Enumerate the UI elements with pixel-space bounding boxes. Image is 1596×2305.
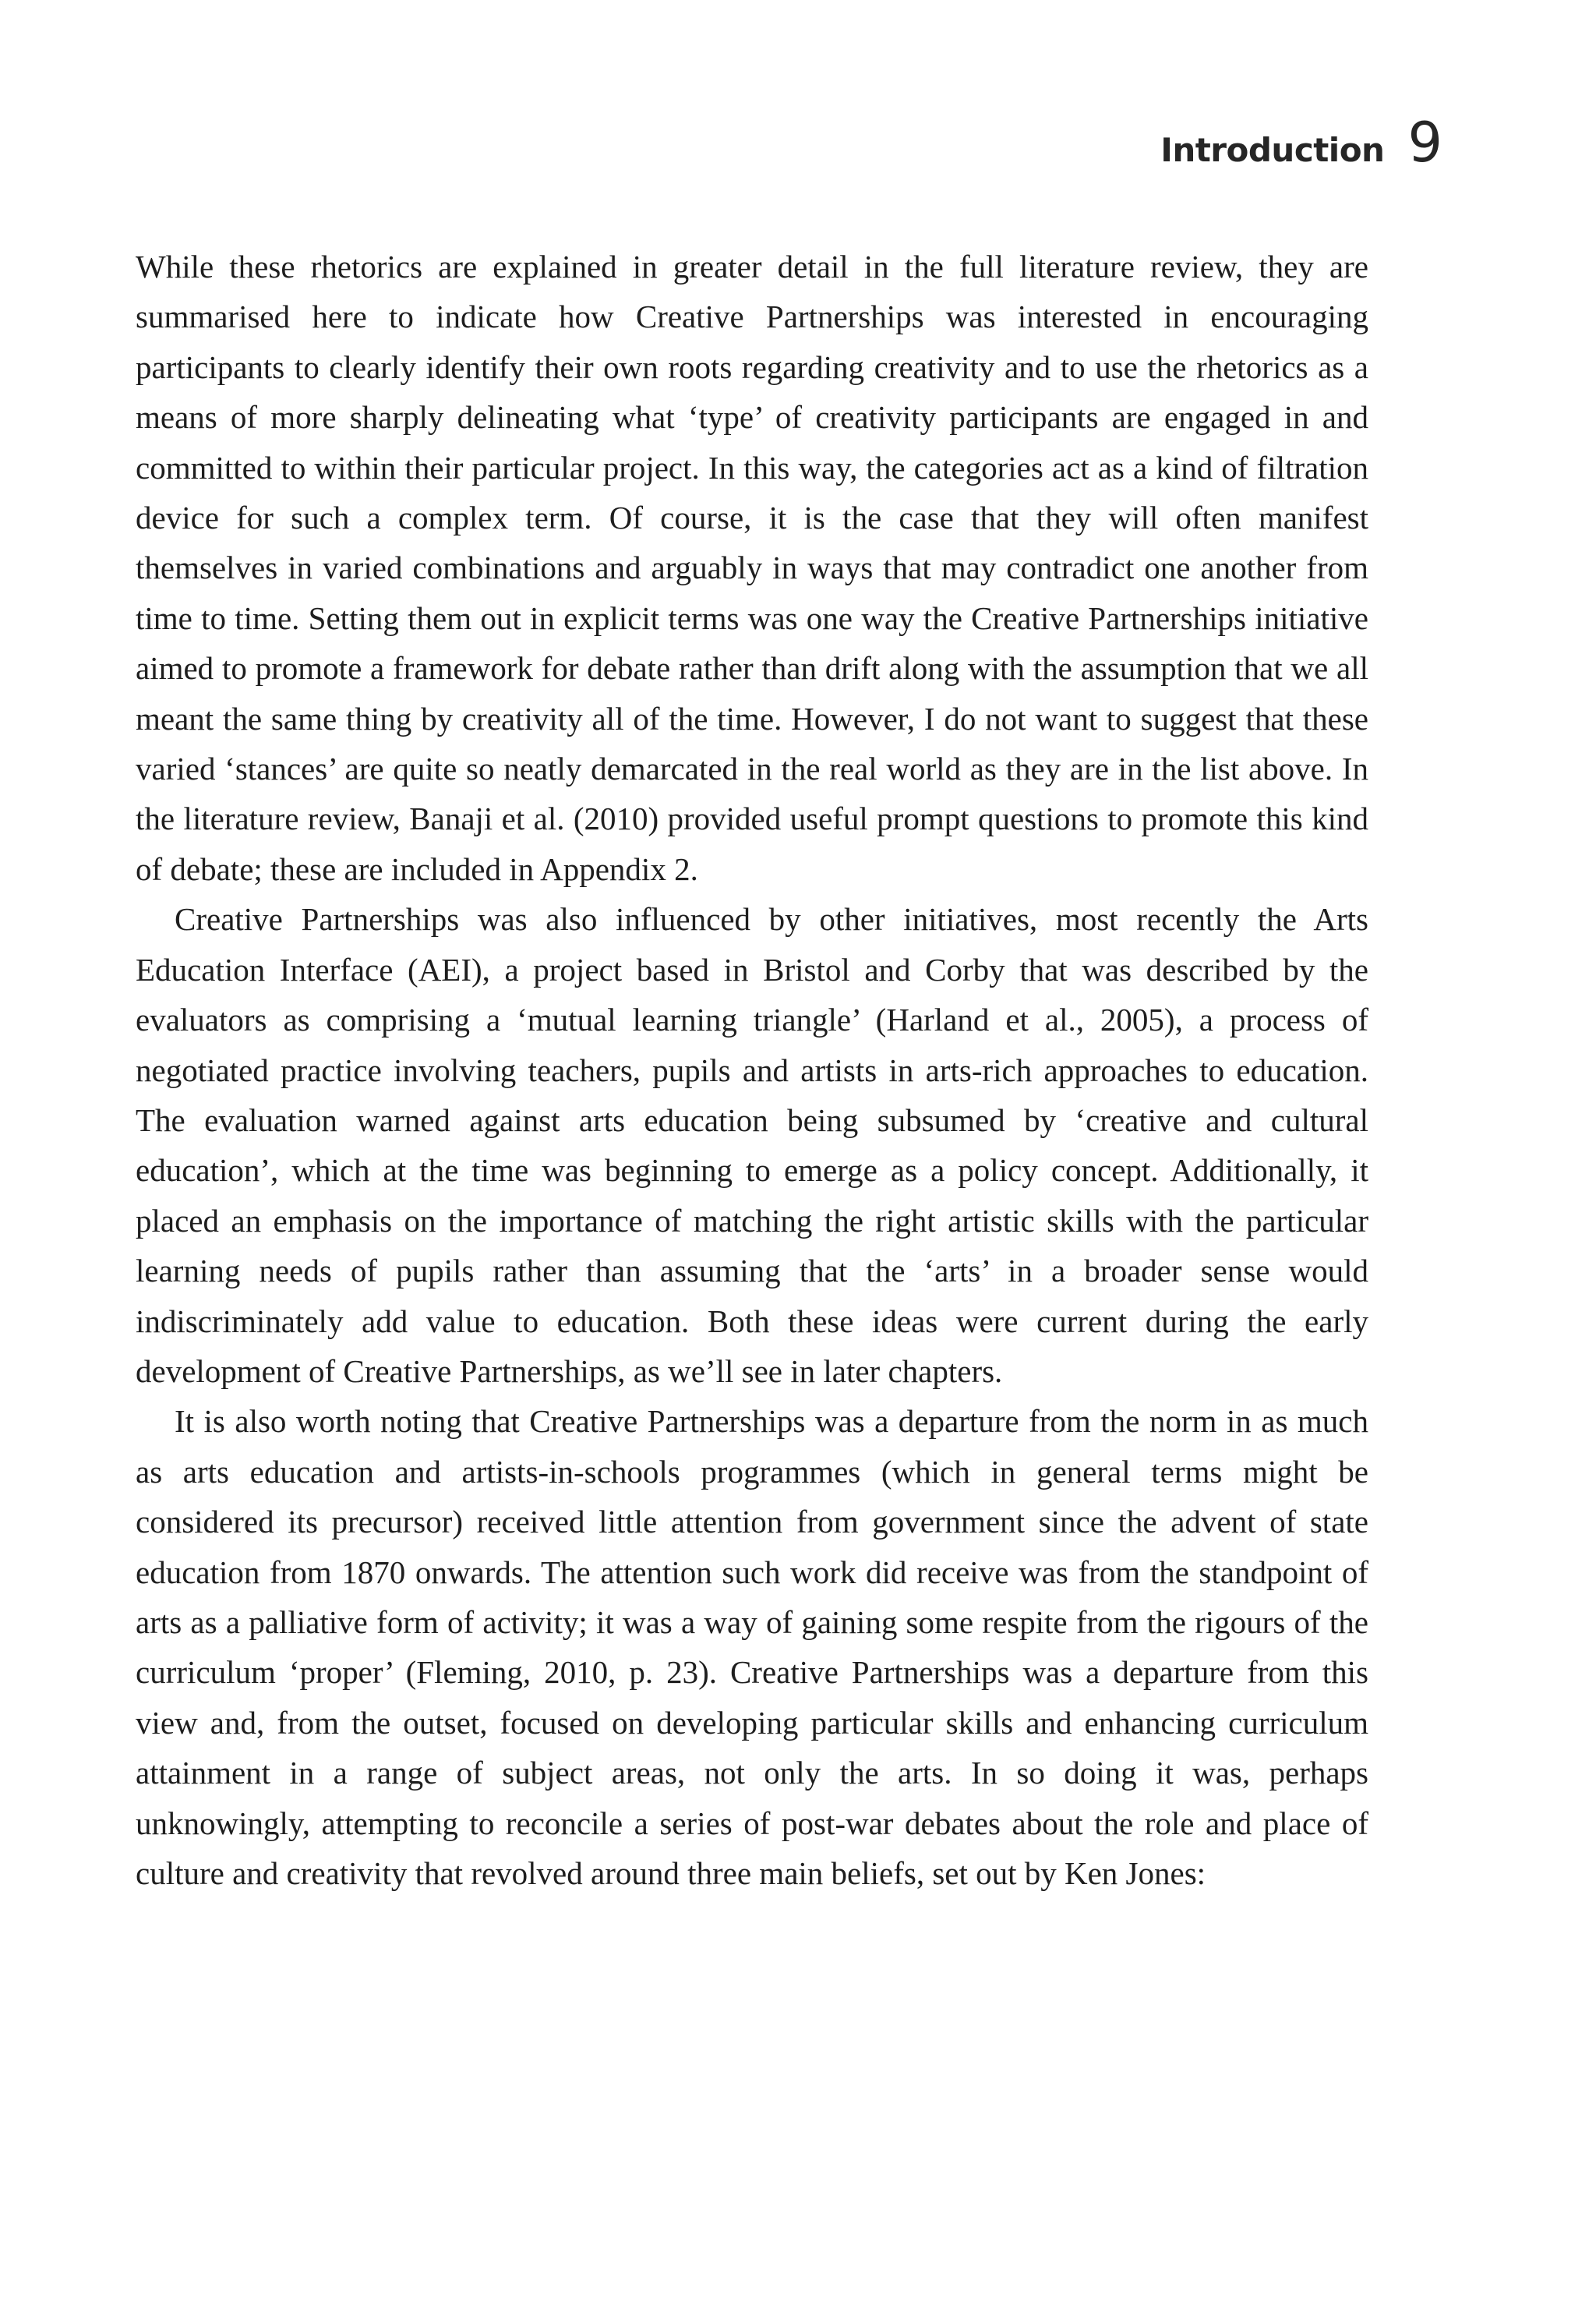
running-title: Introduction [1160, 131, 1385, 169]
paragraph: While these rhetorics are explained in greater detail in the full literature review, they are summarised here to indicate how Creative Partnerships was interested in encouraging participants to clearly identify their own roots regarding creativity and to use the rhetorics as a means of more sharply delineating what ‘type’ of creativity participants are engaged in and committed to within their particular project. In this way, the categories act as a kind of filtration device for such a complex term. Of course, it is the case that they will often manifest themselves in varied combinations and arguably in ways that may contradict one another from time to time. Setting them out in explicit terms was one way the Creative Partnerships initiative aimed to promote a framework for debate rather than drift along with the assumption that we all meant the same thing by creativity all of the time. However, I do not want to suggest that these varied ‘stances’ are quite so neatly demarcated in the real world as they are in the list above. In the literature review, Banaji et al. (2010) provided useful prompt questions to promote this kind of debate; these are included in Appendix 2. [136, 249, 1368, 887]
page-number: 9 [1407, 111, 1442, 175]
paragraph: It is also worth noting that Creative Partnerships was a departure from the norm in as much as arts education and artists-in-schools programmes (which in general terms might be considered its precursor) received little attention from government since the advent of state education from 1870 onwards. The attention such work did receive was from the standpoint of arts as a palliative form of activity; it was a way of gaining some respite from the rigours of the curriculum ‘proper’ (Fleming, 2010, p. 23). Creative Partnerships was a departure from this view and, from the outset, focused on developing particular skills and enhancing curriculum attainment in a range of subject areas, not only the arts. In so doing it was, perhaps unknowingly, attempting to reconcile a series of post-war debates about the role and place of culture and creativity that revolved around three main beliefs, set out by Ken Jones: [136, 1403, 1368, 1891]
body-text [136, 242, 1368, 1898]
paragraph: Creative Partnerships was also influenced by other initiatives, most recently the Arts Education Interface (AEI), a project based in Bristol and Corby that was described by the evaluators as comprising a ‘mutual learning triangle’ (Harland et al., 2005), a process of negotiated practice involving teachers, pupils and artists in arts-rich approaches to education. The evaluation warned against arts education being subsumed by ‘creative and cultural education’, which at the time was beginning to emerge as a policy concept. Additionally, it placed an emphasis on the importance of matching the right artistic skills with the particular learning needs of pupils rather than assuming that the ‘arts’ in a broader sense would indiscriminately add value to education. Both these ideas were current during the early development of Creative Partnerships, as we’ll see in later chapters. [136, 901, 1368, 1389]
running-head [1160, 111, 1442, 175]
